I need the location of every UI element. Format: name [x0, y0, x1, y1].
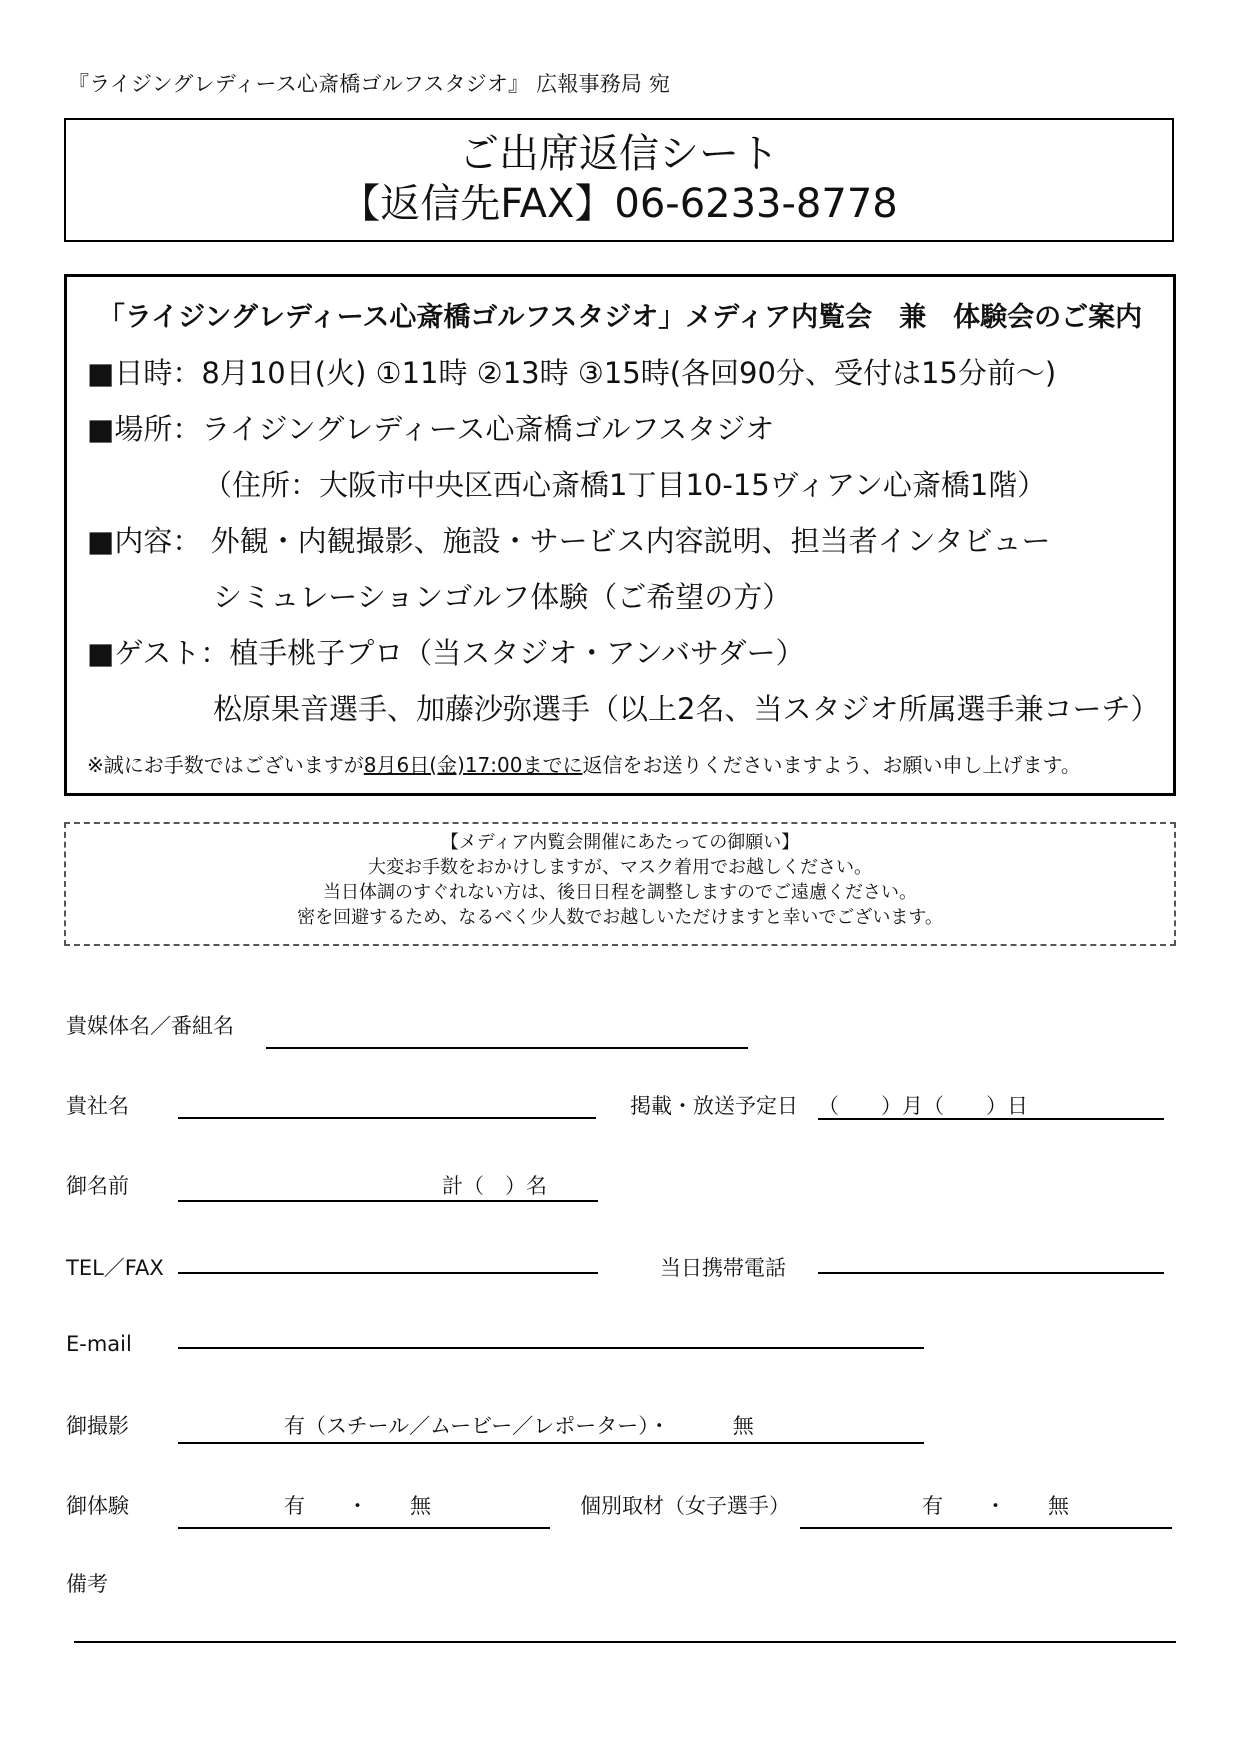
name-field[interactable]	[178, 1200, 598, 1202]
photo-field	[178, 1442, 924, 1444]
fax-number: 【返信先FAX】06-6233-8778	[340, 181, 898, 227]
experience-field	[178, 1527, 550, 1529]
schedule-label: 掲載・放送予定日	[630, 1094, 798, 1118]
schedule-date-field[interactable]	[818, 1118, 1164, 1120]
media-name-label: 貴媒体名／番組名	[66, 1014, 234, 1038]
event-content-2: シミュレーションゴルフ体験（ご希望の方）	[213, 580, 792, 614]
schedule-date-value: （ ）月（ ）日	[818, 1094, 1028, 1118]
interview-label: 個別取材（女子選手）	[580, 1494, 790, 1518]
event-address: （住所：大阪市中央区西心斎橋1丁目10-15ヴィアン心斎橋1階）	[203, 468, 1047, 502]
experience-label: 御体験	[66, 1494, 129, 1518]
notice-line: 当日体調のすぐれない方は、後日日程を調整しますのでご遠慮ください。	[323, 882, 917, 903]
remarks-field[interactable]	[74, 1641, 1176, 1643]
notice-box	[64, 822, 1176, 946]
email-label: E-mail	[66, 1332, 132, 1356]
sheet-title: ご出席返信シート	[459, 131, 779, 177]
tel-fax-label: TEL／FAX	[66, 1256, 164, 1280]
addressee: 『ライジングレディース心斎橋ゴルフスタジオ』 広報事務局 宛	[68, 72, 671, 96]
photo-label: 御撮影	[66, 1414, 129, 1438]
reply-deadline-note	[87, 749, 1081, 778]
event-info-box	[64, 274, 1176, 796]
event-place: ■場所：ライジングレディース心斎橋ゴルフスタジオ	[87, 412, 775, 446]
tel-fax-field[interactable]	[178, 1272, 598, 1274]
interview-field	[800, 1527, 1172, 1529]
attendee-count: 計（ ）名	[442, 1174, 547, 1198]
email-field[interactable]	[178, 1347, 924, 1349]
note-prefix: ※誠にお手数ではございますが	[87, 753, 364, 777]
company-label: 貴社名	[66, 1094, 129, 1118]
notice-line: 密を回避するため、なるべく少人数でお越しいただけますと幸いでございます。	[297, 907, 943, 928]
event-date: ■日時：8月10日(火) ①11時 ②13時 ③15時(各回90分、受付は15分前～)	[87, 356, 1057, 390]
note-deadline: 8月6日(金)17:00までに	[363, 753, 583, 777]
title-box	[64, 118, 1174, 242]
event-content: ■内容： 外観・内観撮影、施設・サービス内容説明、担当者インタビュー	[87, 524, 1051, 558]
media-name-field[interactable]	[266, 1047, 748, 1049]
remarks-label: 備考	[66, 1572, 108, 1596]
name-label: 御名前	[66, 1174, 129, 1198]
experience-options[interactable]: 有 ・ 無	[284, 1494, 431, 1518]
mobile-label: 当日携帯電話	[660, 1256, 786, 1280]
notice-heading: 【メディア内覧会開催にあたっての御願い】	[440, 832, 800, 853]
event-guest: ■ゲスト：植手桃子プロ（当スタジオ・アンバサダー）	[87, 636, 805, 670]
company-field[interactable]	[178, 1117, 596, 1119]
event-heading: 「ライジングレディース心斎橋ゴルフスタジオ」メディア内覧会 兼 体験会のご案内	[97, 302, 1143, 333]
event-guest-2: 松原果音選手、加藤沙弥選手（以上2名、当スタジオ所属選手兼コーチ）	[213, 692, 1160, 726]
mobile-field[interactable]	[818, 1272, 1164, 1274]
interview-options[interactable]: 有 ・ 無	[922, 1494, 1069, 1518]
note-suffix: 返信をお送りくださいますよう、お願い申し上げます。	[582, 753, 1081, 777]
notice-line: 大変お手数をおかけしますが、マスク着用でお越しください。	[368, 857, 872, 878]
photo-options[interactable]: 有（スチール／ムービー／レポーター）・ 無	[284, 1414, 754, 1438]
